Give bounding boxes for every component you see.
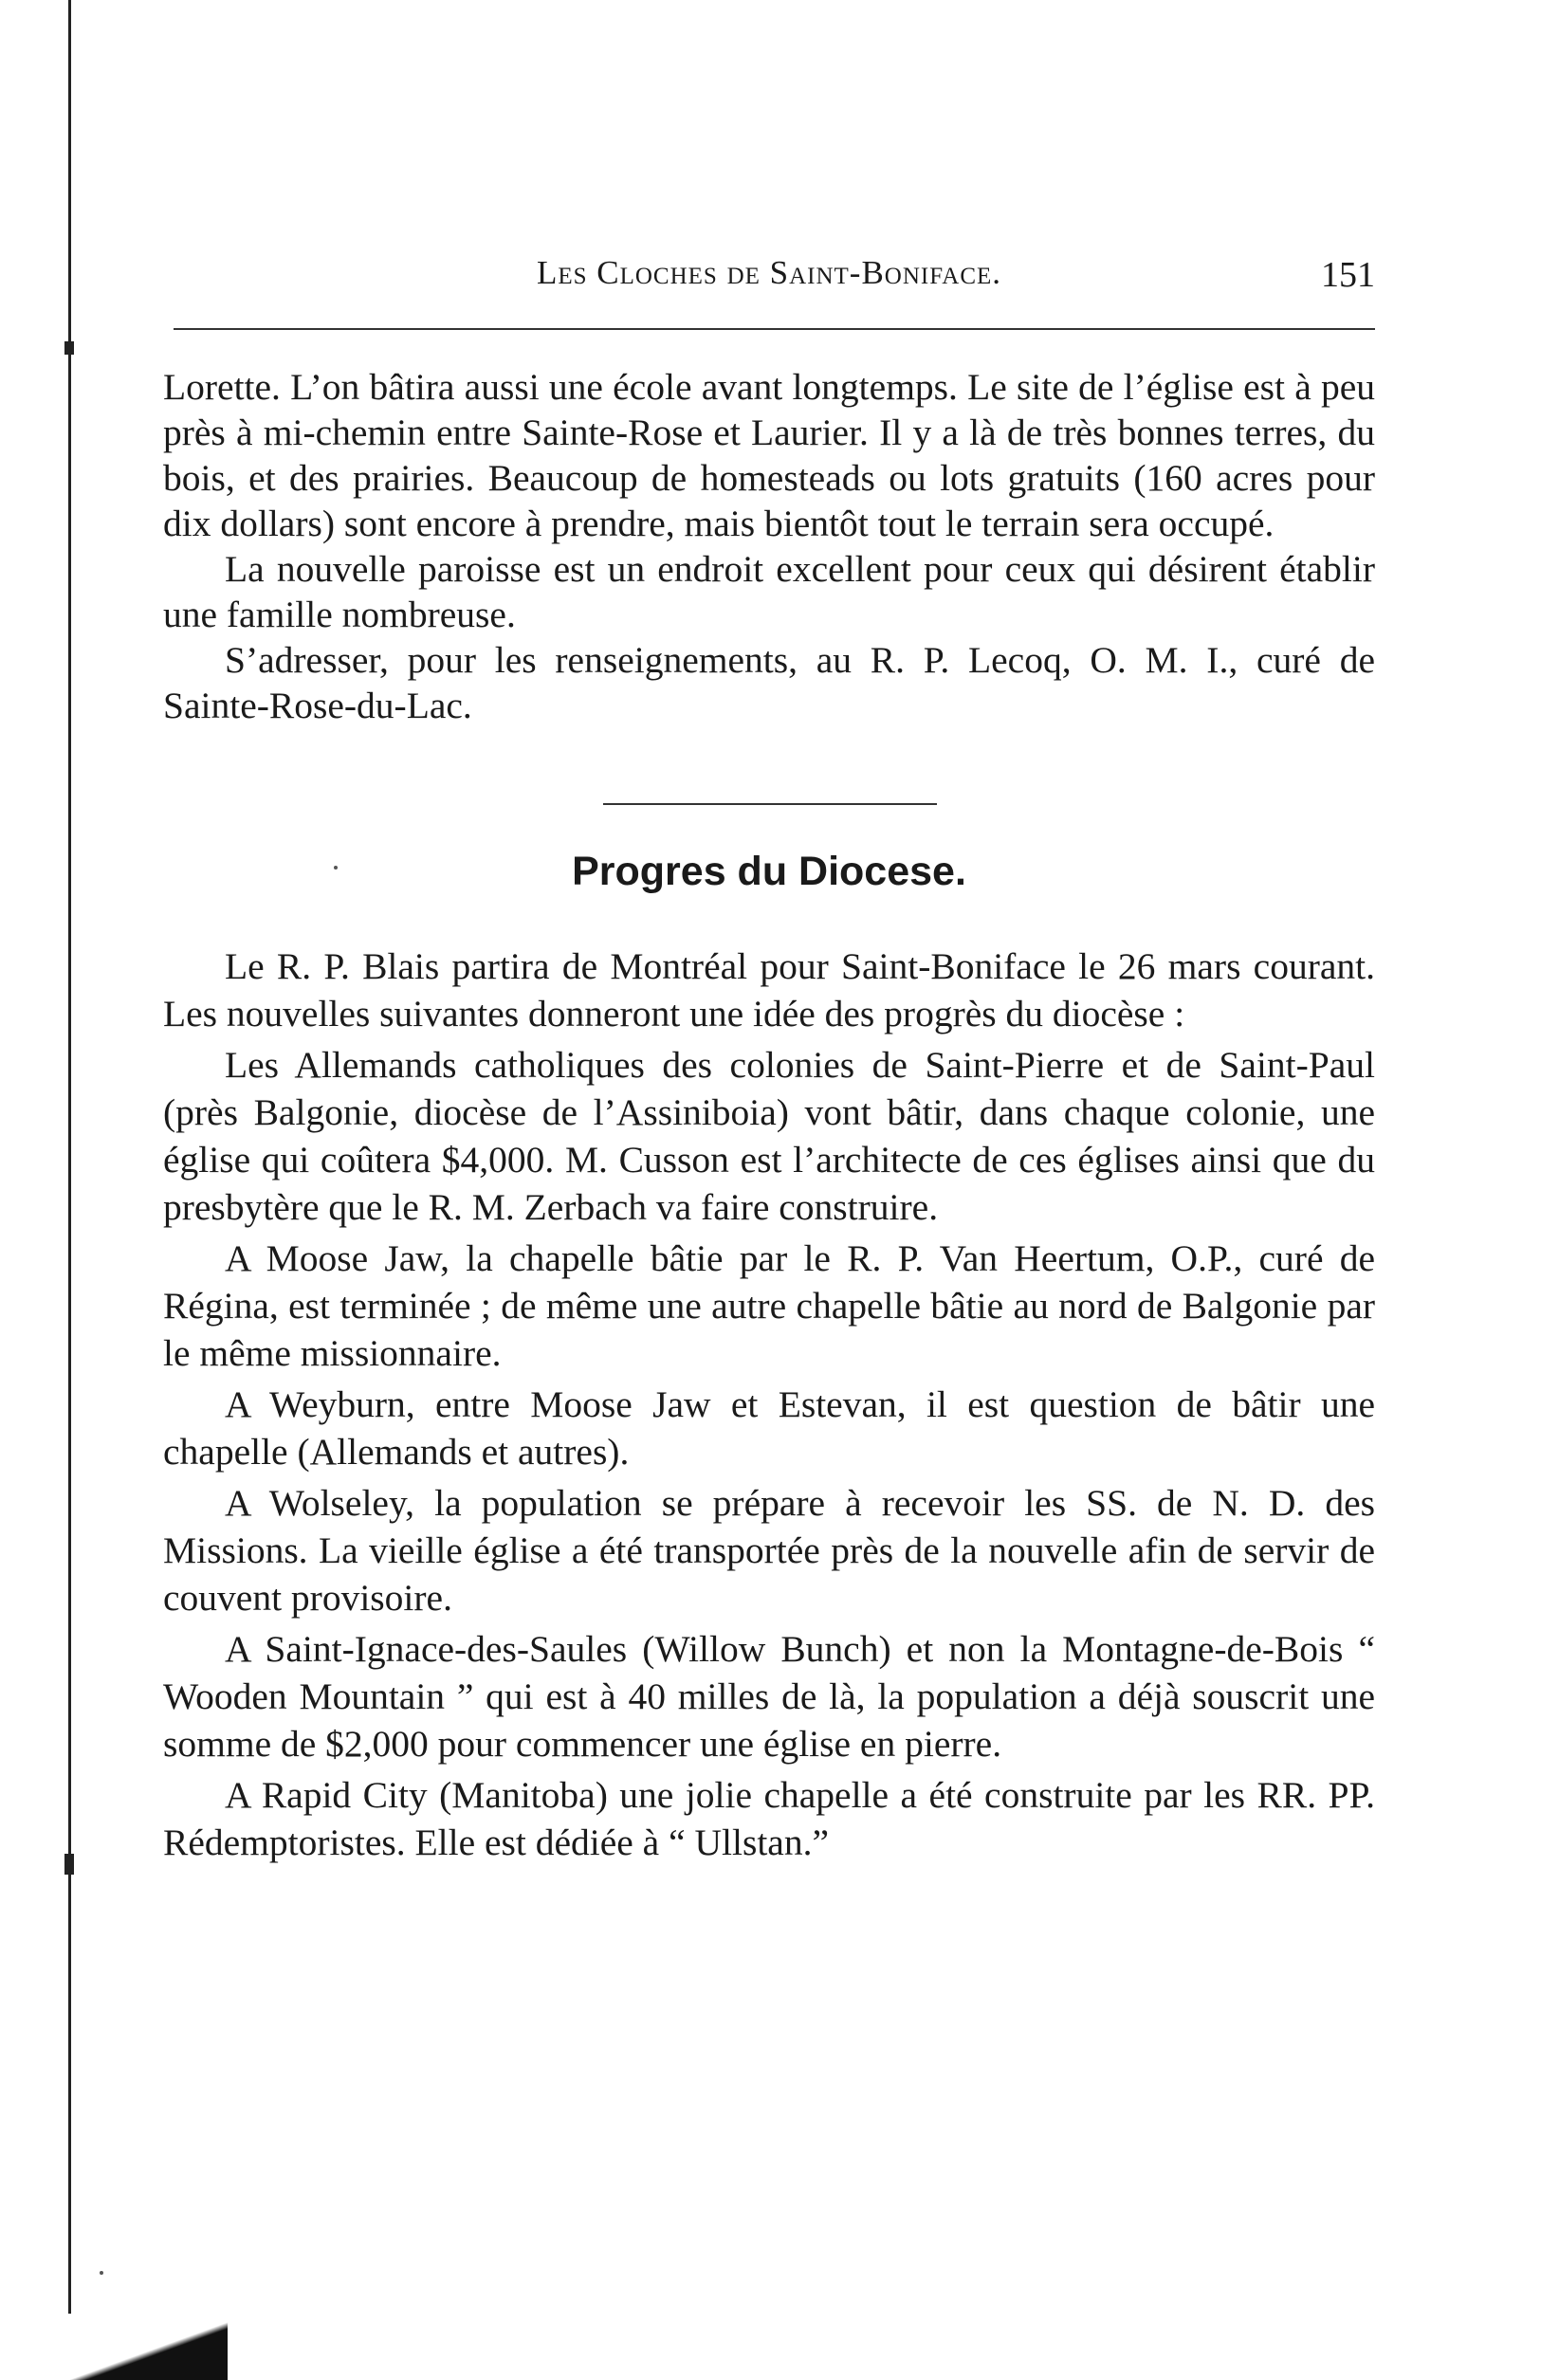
binding-mark xyxy=(64,1854,74,1875)
page-binding-edge xyxy=(68,0,71,2380)
section-title: Progres du Diocese. xyxy=(572,849,966,894)
paragraph: Le R. P. Blais partira de Montréal pour Saint-Boniface le 26 mars courant. Les nouvelles suivantes donneront une idée des progrès du diocèse : xyxy=(163,945,1375,1034)
paragraph: A Saint-Ignace-des-Saules (Willow Bunch) et non la Montagne-de-Bois “ Wooden Mountain ” qui est à 40 milles de là, la population a déjà souscrit une somme de $2,000 pour commencer une église en pierre. xyxy=(163,1628,1375,1765)
print-speck xyxy=(100,2271,103,2275)
top-section xyxy=(163,364,1375,728)
print-speck xyxy=(334,866,338,870)
paragraph: A Moose Jaw, la chapelle bâtie par le R. P. Van Heertum, O.P., curé de Régina, est terminée ; de même une autre chapelle bâtie au nord de Balgonie par le même missionnaire. xyxy=(163,1237,1375,1374)
page-corner-shadow xyxy=(57,2314,228,2380)
paragraph: A Rapid City (Manitoba) une jolie chapelle a été construite par les RR. PP. Rédemptoristes. Elle est dédiée à “ Ullstan.” xyxy=(163,1774,1375,1863)
page-header xyxy=(163,254,1375,311)
paragraph: La nouvelle paroisse est un endroit excellent pour ceux qui désirent établir une famille nombreuse. xyxy=(163,548,1375,635)
section-body xyxy=(163,943,1375,1870)
page-number: 151 xyxy=(1321,255,1375,295)
section-divider xyxy=(603,803,937,805)
header-rule xyxy=(174,328,1375,330)
paragraph: A Wolseley, la population se prépare à recevoir les SS. de N. D. des Missions. La vieille église a été transportée près de la nouvelle afin de servir de couvent provisoire. xyxy=(163,1482,1375,1619)
paragraph: A Weyburn, entre Moose Jaw et Estevan, il est question de bâtir une chapelle (Allemands et autres). xyxy=(163,1383,1375,1473)
binding-mark xyxy=(64,341,74,355)
paragraph: Les Allemands catholiques des colonies de Saint-Pierre et de Saint-Paul (près Balgonie, diocèse de l’Assiniboia) vont bâtir, dans chaque colonie, une église qui coûtera $4,000. M. Cusson est l’architecte de ces églises ainsi que du presbytère que le R. M. Zerbach va faire construire. xyxy=(163,1044,1375,1228)
paragraph: Lorette. L’on bâtira aussi une école avant longtemps. Le site de l’église est à peu près à mi-chemin entre Sainte-Rose et Laurier. Il y a là de très bonnes terres, du bois, et des prairies. Beaucoup de homesteads ou lots gratuits (160 acres pour dix dollars) sont encore à prendre, mais bientôt tout le terrain sera occupé. xyxy=(163,366,1375,544)
running-title: Les Cloches de Saint-Boniface. xyxy=(536,254,1002,291)
paragraph: S’adresser, pour les renseignements, au R. P. Lecoq, O. M. I., curé de Sainte-Rose-du-Lac. xyxy=(163,639,1375,726)
